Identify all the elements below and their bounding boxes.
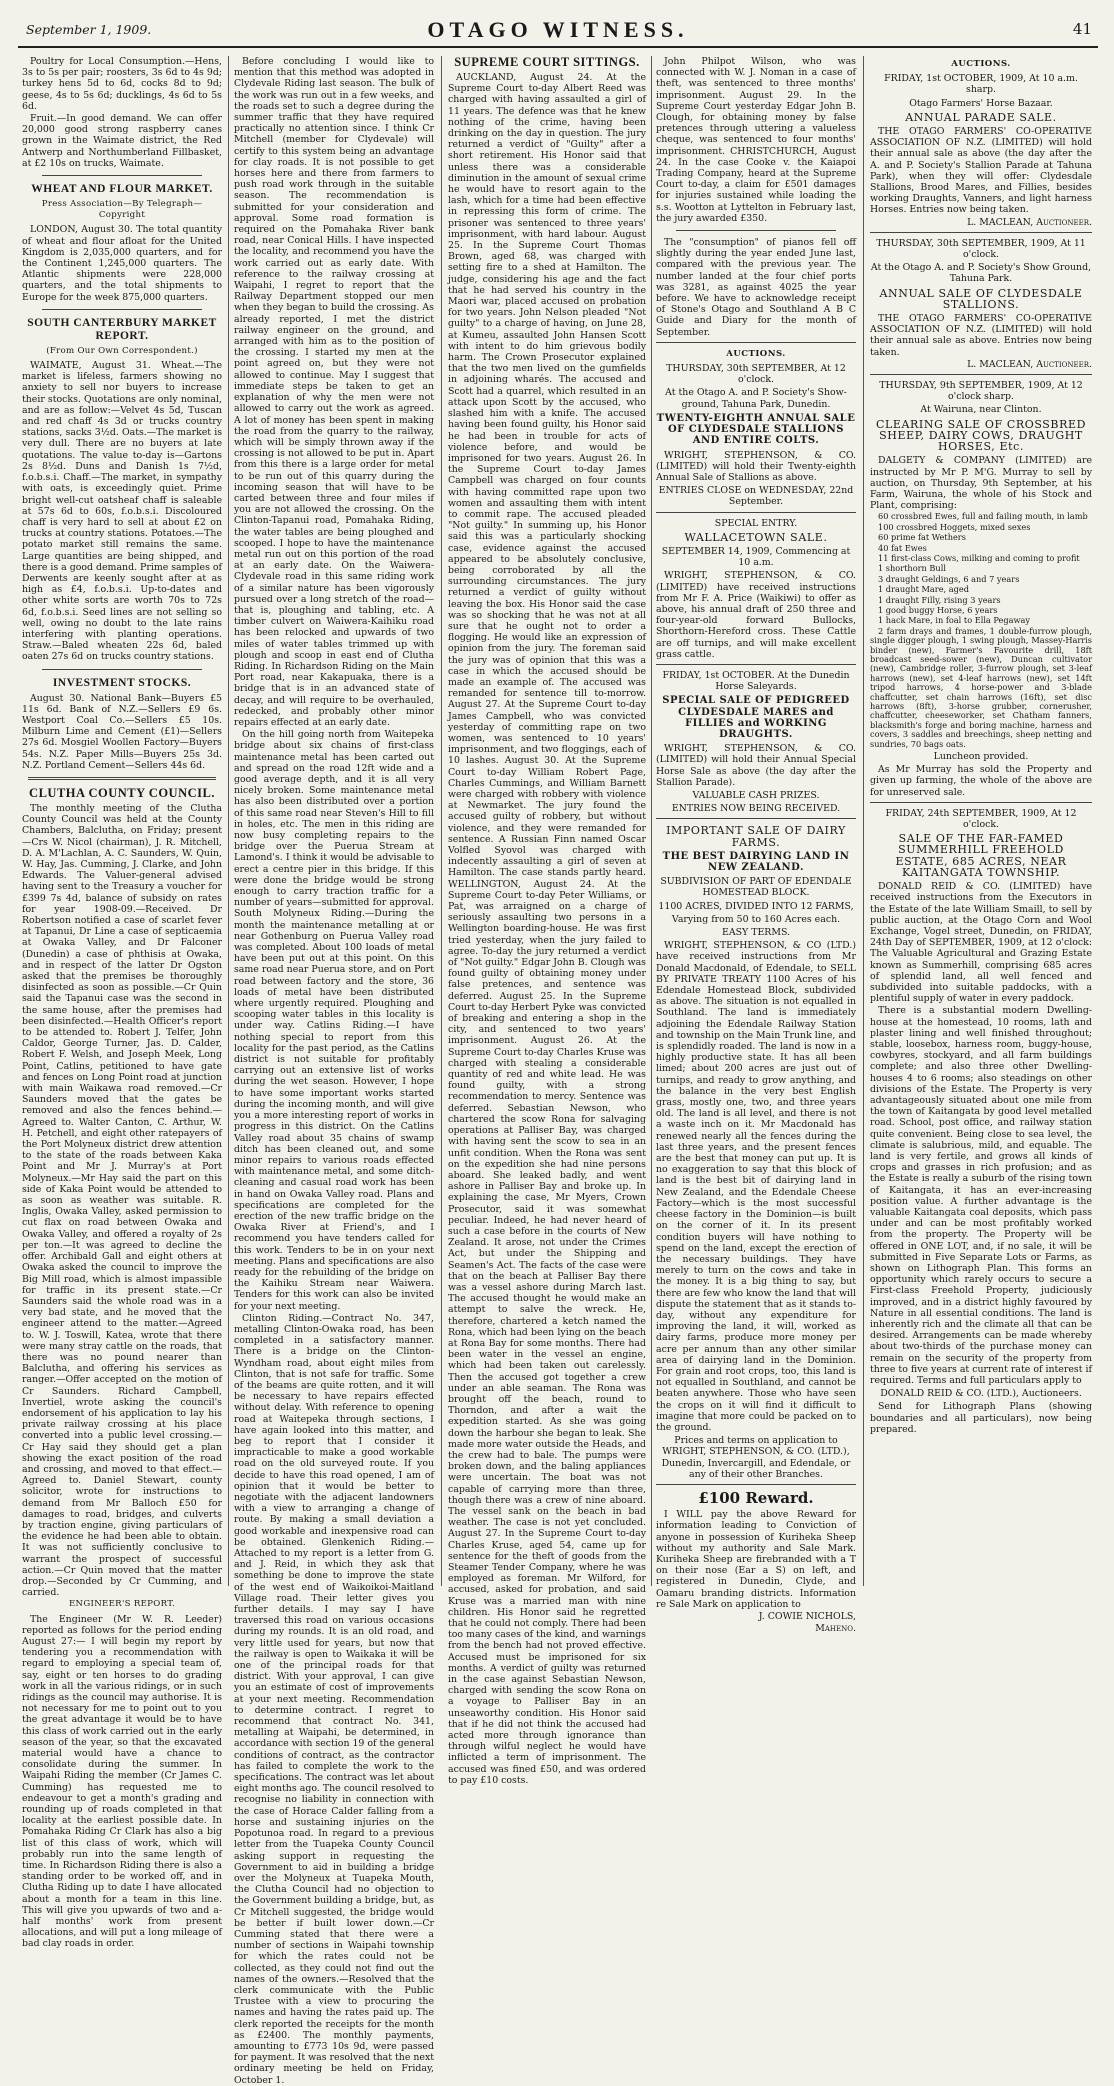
clutha-article: The monthly meeting of the Clutha County Council was held at the County Chambers, Balclutha, on Friday; present—Crs W. Nicol (chairman), J. R. Mitchell, D. A. M'Lachlan, A. C. Saunders, W. Quin, W. Hay, Jas. Cumming, J. Clarke, and John Edwards. The Valuer-general advised having sent to the Treasury a voucher for £399 7s 4d, balance of subsidy on rates for year 1908-09.—Received. Dr Robertson notified a case of scarlet fever at Tapanui, Dr Line a case of septicaemia at Owaka Valley, and Dr Falconer (Dunedin) a case of phthisis at Owaka, and in respect of the latter Dr Ogston asked that the premises be thoroughly disinfected as soon as possible.—Cr Quin said the Tapanui case was the second in the same house, after the premises had been disinfected.—Health Officer's report to be attended to. Robert J. Telfer, John Caldor, George Turner, Jas. D. Calder, Robert F. Welsh, and Joseph Meek, Long Point, Catlins, petitioned to have gate and fences on Long Point road at junction with main Waikawa road removed.—Cr Saunders moved that the gates be removed and also the fences behind.—Agreed to. Walter Canton, C. Arthur, W. H. Petchell, and eight other ratepayers of the Port Molyneux district drew attention to the state of the roads between Kaka Point and Mr J. Murray's at Port Molyneux.—Mr Hay said the part on this side of Kaka Point would be attended to as soon as weather was suitable. R. Inglis, Owaka Valley, asked permission to cut flax on road between Owaka and Owaka Valley, and offered a royalty of 2s per ton.—It was agreed to decline the offer. Archibald Gall and eight others at Owaka asked the council to improve the Big Mill road, which is almost impassible for traffic in its present state.—Cr Saunders said the whole road was in a very bad state, and he moved that the engineer attend to the matter.—Agreed to. W. J. Toswill, Katea, wrote that there were many stray cattle on the roads, that there was no pound nearer than Balclutha, and offering his services as ranger.—Offer accepted on the motion of Cr Saunders. Richard Campbell, Invertiel, wrote asking the council's endorsement of his application to lay his private railway crossing at his place converted into a public level crossing.—Cr Hay said they should get a plan showing the exact position of the road and crossing, and moved to that effect.—Agreed to. Daniel Stewart, county solicitor, wrote for instructions to demand from Mr Balloch £50 for damages to road, bridges, and culverts by traction engine, giving particulars of the evidence he had been able to obtain. It was not sufficiently conclusive to warrant the prospect of successful action.—Cr Quin moved that the matter drop.—Seconded by Cr Cumming, and carried. xyxy=(22,802,222,1599)
list-item: 2 farm drays and frames, 1 double-furrow plough, single digger plough, 1 swing plough, Massey-Harris binder (new), Farmer's Favourite drill, 18ft broadcast seed-sower (new), Duncan cultivator (new), Cambridge roller, 3-furrow plough, set 3-leaf harrows (new), set 4-leaf harrows (new), set 14ft tripod harrows, 4 horse-power and 3-blade chaffcutter, set chain harrows (16ft), set disc harrows (8ft), 3-horse grubber, cornerusher, chaffcutter, cheeseworker, set Chatham fanners, blacksmith's forge and boring machine, harness and covers, 3 saddles and breechings, sheep netting and sundries, 70 bags oats. xyxy=(870,625,1092,749)
list-item: 100 crossbred Hoggets, mixed sexes xyxy=(878,521,1031,532)
ad-signature: DONALD REID & CO. (LTD.), Auctioneers. xyxy=(880,1388,1082,1400)
column-5 xyxy=(870,56,1092,1586)
ad-body: DALGETY & COMPANY (LIMITED) are instructed by Mr P. M'G. Murray to sell by auction, on Thursday, 9th September, at his Farm, Wairuna, the whole of his Stock and Plant, comprising: xyxy=(870,455,1092,512)
auction-ad-clydesdale-stallions xyxy=(870,232,1092,370)
auction-ad-wairuna-clearing-sale xyxy=(870,374,1092,798)
ad-terms: EASY TERMS. xyxy=(721,927,791,939)
reward-signature: J. COWIE NICHOLS, xyxy=(758,1611,856,1622)
ad-body-2: There is a substantial modern Dwelling-house at the homestead, 10 rooms, lath and plaster lining and well finished throughout; stable, loosebox, harness room, buggy-house, cowbyres, stockyard, and all farm buildings complete; and also three other Dwelling-houses 4 to 6 rooms; also steadings on other divisions of the Estate. The Property is very advantageously situated about one mile from the town of Kaitangata by good level metalled road. School, post office, and railway station quite convenient. Being close to sea level, the climate is salubrious, mild, and equable. The land is very fertile, and grows all kinds of crops and grasses in rich profusion; and as the Estate is really a suburb of the rising town of Kaitangata, it has an ever-increasing position value. A further advantage is the valuable Kaitangata coal deposits, which pass under and can be most profitably worked from the property. The Property will be offered in ONE LOT, and, if no sale, it will be submitted in Five Separate Lots or Farms, as shown on Lithograph Plan. This forms an opportunity which rarely occurs to secure a First-class Freehold Property, judiciously improved, and in a district highly favoured by Nature in all essential conditions. The land is inherently rich and the climate all that can be desired. Arrangements can be made whereby about two-thirds of the purchase money can remain on the security of the property from three to five years at current rate of interest if required. Terms and full particulars apply to xyxy=(870,1005,1092,1387)
investment-article: August 30. National Bank—Buyers £5 11s 6d. Bank of N.Z.—Sellers £9 6s. Westport Coal Co.—Sellers £5 10s. Milburn Lime and Cement (£1)—Sellers 27s 6d. Mosgiel Woollen Factory—Buyers 54s. N.Z. Paper Mills—Buyers 25s 3d. N.Z. Portland Cement—Sellers 44s 6d. xyxy=(22,692,222,771)
ad-subtitle: THE BEST DAIRYING LAND IN NEW ZEALAND. xyxy=(662,850,850,873)
ad-date: FRIDAY, 1st OCTOBER, 1909, At 10 a.m. sharp. xyxy=(884,73,1078,96)
wheat-article: LONDON, August 30. The total quantity of wheat and flour afloat for the United Kingdom is 2,035,000 quarters, and for the Continent 1,245,000 quarters. The Atlantic shipments were 228,000 quarters, and the total shipments to Europe for the week 875,000 quarters. xyxy=(22,224,222,303)
double-divider xyxy=(28,777,216,780)
ad-title: ANNUAL PARADE SALE. xyxy=(905,110,1057,124)
ad-date: SEPTEMBER 14, 1909, Commencing at 10 a.m. xyxy=(661,545,851,569)
reward-place: Maheno. xyxy=(815,1623,856,1635)
ad-place: At Wairuna, near Clinton. xyxy=(920,404,1042,416)
ad-title: SPECIAL SALE OF PEDIGREED CLYDESDALE MARES and FILLIES and WORKING DRAUGHTS. xyxy=(662,695,850,740)
column-3 xyxy=(448,55,646,1786)
column-rule xyxy=(863,56,864,1586)
list-item: 1 good buggy Horse, 6 years xyxy=(878,604,998,615)
ad-date: FRIDAY, 24th SEPTEMBER, 1909, At 12 o'clock. xyxy=(885,807,1077,831)
ad-title: ANNUAL SALE OF CLYDESDALE STALLIONS. xyxy=(879,286,1083,311)
south-canterbury-subheading: (From Our Own Correspondent.) xyxy=(46,345,198,356)
divider xyxy=(42,309,202,310)
wheat-heading: WHEAT AND FLOUR MARKET. xyxy=(31,183,213,196)
ad-body: WRIGHT, STEPHENSON, & CO. (LIMITED) have received instructions from Mr F. A. Price (Waikiwi) to offer as above, his annual draft of 250 three and four-year-old forward Bullocks, Shorthorn-Hereford cross. These Cattle are off turnips, and will make excellent grass cattle. xyxy=(656,570,856,660)
ad-body: THE OTAGO FARMERS' CO-OPERATIVE ASSOCIATION OF N.Z. (LIMITED) will hold their annual sale as above (the day after the A. and P. Society's Stallion Parade at Tahuna Park), when they will offer: Clydesdale Stallions, Brood Mares, and Fillies, besides working Draughts, Vanners, and light harness Horses. Entries now being taken. xyxy=(870,126,1092,216)
column-rule xyxy=(441,56,442,1586)
ad-place: At the Otago A. and P. Society's Show-ground, Tahuna Park, Dunedin. xyxy=(665,387,847,410)
ad-note: Send for Lithograph Plans (showing boundaries and all particulars), now being prepared. xyxy=(870,1401,1092,1435)
ad-body: THE OTAGO FARMERS' CO-OPERATIVE ASSOCIATION OF N.Z. (LIMITED) will hold their annual sale as above. Entries now being taken. xyxy=(870,313,1092,358)
ad-luncheon: Luncheon provided. xyxy=(933,751,1029,763)
ad-title: WALLACETOWN SALE. xyxy=(684,530,828,544)
list-item: 60 crossbred Ewes, full and failing mouth, in lamb xyxy=(878,511,1088,522)
list-item: 1 draught Filly, rising 3 years xyxy=(878,594,1001,605)
issue-date: September 1, 1909. xyxy=(26,22,152,37)
pianos-note: The "consumption" of pianos fell off slightly during the year ended June last, compared with the previous year. The number landed at the four chief ports was 3281, as against 4025 the year before. We have to acknowledge receipt of Stone's Otago and Southland A B C Guide and Diary for the month of September. xyxy=(656,237,856,338)
engineer-article-cont-1: Before concluding I would like to mention that this method was adopted in Clydevale Riding last season. The bulk of the work was run out in a few weeks, and the roads set to such a degree during the summer traffic that they have required practically no attention since. I think Cr Mitchell (member for Clydevale) will certify to this system being an advantage for clay roads. It is not possible to get horses here and there from farmers to push road work through in the suitable season. The recommendation is submitted for your consideration and approval. Some road formation is required on the Pomahaka River bank road, near Conical Hills. I have inspected the locality, and recommend you have the work carried out as early date. With reference to the railway crossing at Waipahi, I regret to report that the Railway Department stopped our men when they began to build the crossing. As already reported, I met the district railway engineer on the ground, and arranged with him as to the position of the crossing. I started my men at the point agreed on, but they were not allowed to continue. May I suggest that immediate steps be taken to get an explanation of why the men were not allowed to carry out the work as agreed. A lot of money has been spent in making the road from the quarry to the railway, which will be simply thrown away if the crossing is not allowed to be put in. Apart from this there is a large order for metal to be run out of this quarry during the incoming season that will have to be carted between three and four miles if you are not allowed the crossing. On the Clinton-Tapanui road, Pomahaka Riding, the water tables are being ploughed and scooped. I hope to have the maintenance metal run out on this portion of the road at an early date. On the Waiwera-Clydevale road in this same riding work of a similar nature has been vigorously pursued over a long stretch of the road—that is, ploughing and tabling, etc. A timber culvert on Waiwera-Kaihiku road has been relocked and upwards of two miles of water tables trimmed up with plough and scoop in east end of Clutha Riding. In Richardson Riding on the Main Port road, near Kakapuaka, there is a bridge that is in an advanced state of decay, and will require to be overhauled, redecked, and probably other minor repairs effected at an early date. xyxy=(234,56,434,728)
divider xyxy=(42,175,202,176)
ad-title: IMPORTANT SALE OF DAIRY FARMS. xyxy=(666,824,846,849)
auction-ad-wallacetown xyxy=(656,512,856,660)
column-rule xyxy=(651,56,652,1586)
list-item: 1 draught Mare, aged xyxy=(878,584,969,595)
ad-subtitle-2: SUBDIVISION OF PART OF EDENDALE HOMESTEAD BLOCK. xyxy=(660,876,852,899)
ad-note: As Mr Murray has sold the Property and given up farming, the whole of the above are for unreserved sale. xyxy=(870,764,1092,798)
list-item: 1 hack Mare, in foal to Ella Pegaway xyxy=(878,615,1031,626)
ad-date: THURSDAY, 9th SEPTEMBER, 1909, At 12 o'clock sharp. xyxy=(879,380,1083,403)
poultry-report: Poultry for Local Consumption.—Hens, 3s to 5s per pair; roosters, 3s 6d to 4s 9d; turkey hens 5d to 6d, cocks 8d to 9d; geese, 4s to 5s 6d; ducklings, 4s 6d to 5s 6d. xyxy=(22,56,222,112)
south-canterbury-article: WAIMATE, August 31. Wheat.—The market is lifeless, farmers showing no anxiety to sell nor buyers to increase their stocks. Quotations are only nominal, and are as follow:—Velvet 4s 5d, Tuscan and red chaff 4s 3d or trucks country stations, sacks 3½d. Oats.—The market is very dull. There are no buyers at late quotations. The value to-day is—Gartons 2s 8½d. Duns and Danish 1s 7½d, f.o.b.s.i. Chaff.—The market, in sympathy with oats, is exceedingly quiet. Prime bright well-cut oatsheaf chaff is saleable at 57s 6d to 60s, f.o.b.s.i. Discoloured chaff is very hard to sell at about £2 on trucks at country stations. Potatoes.—The potato market still remains the same. Large quantities are being shipped, and there is a good demand. Prime samples of Derwents are keenly sought after at as high as £4, f.o.b.s.i. Up-to-dates and other white sorts are worth 70s to 72s 6d, f.o.b.s.i. Seed lines are not selling so well, owing no doubt to the late rains interfering with planting operations. Straw.—Baled wheaten 22s 6d, baled oaten 27s 6d on trucks country stations. xyxy=(22,360,222,663)
clutha-heading: CLUTHA COUNTY COUNCIL. xyxy=(29,785,215,800)
ad-signature: L. MACLEAN, Auctioneer. xyxy=(967,216,1092,228)
auction-ad-parade-sale xyxy=(870,59,1092,228)
divider xyxy=(676,230,836,231)
ad-date: FRIDAY, 1st OCTOBER. At the Dunedin Horse Saleyards. xyxy=(662,669,850,693)
list-item: 40 fat Ewes xyxy=(878,542,927,553)
column-4 xyxy=(656,56,856,1635)
south-canterbury-heading: SOUTH CANTERBURY MARKET REPORT. xyxy=(27,316,217,342)
divider xyxy=(42,669,202,670)
auctions-label: AUCTIONS. xyxy=(951,59,1011,69)
engineer-article: The Engineer (Mr W. R. Leeder) reported as follows for the period ending August 27:— I will begin my report by tendering you a recommendation with regard to employing a special team of, say, eight or ten horses to do grading work in all the various ridings, or in such ridings as the council may authorise. It is not necessary for me to point out to you the great advantage it would be to have this class of work carried out in the early season of the year, so that the excavated material would have a chance to consolidate during the summer. In Waipahi Riding the member (Cr James C. Cumming) has requested me to endeavour to get a month's grading and rounding up of roads completed in that locality at the earliest possible date. In Pomahaka Riding Cr Clark has also a big list of this class of work, which will probably run into the same length of time. In Richardson Riding there is also a standing order to be worked off, and in Clutha Riding up to date I have allocated about a month for a team in this line. This will give you upwards of two and a-half months' work from present allocations, and will put a long mileage of bad clay roads in order. xyxy=(22,1613,222,1950)
list-item: 1 shorthorn Bull xyxy=(878,563,946,574)
ad-place: At the Otago A. and P. Society's Show Ground, Tahuna Park. xyxy=(870,262,1092,285)
list-item: 60 prime fat Wethers xyxy=(878,532,966,543)
ad-label: SPECIAL ENTRY. xyxy=(714,517,798,529)
ad-body: DONALD REID & CO. (LIMITED) have received instructions from the Executors in the Estate of the late William Smaill, to sell by public auction, at the Otago Corn and Wool Exchange, Vogel street, Dunedin, on FRIDAY, 24th Day of SEPTEMBER, 1909, at 12 o'clock: The Valuable Agricultural and Grazing Estate known as Summerhill, comprising 685 acres of splendid land, all well fenced and subdivided into suitable paddocks, with a plentiful supply of water in every paddock. xyxy=(870,881,1092,1005)
ad-body: WRIGHT, STEPHENSON, & CO. (LIMITED) will hold their Annual Special Horse Sale as above (the day after the Stallion Parade). xyxy=(656,743,856,788)
supreme-court-article: AUCKLAND, August 24. At the Supreme Court to-day Albert Reed was charged with having assaulted a girl of 11 years. The defence was that he knew nothing of the crime, having been drinking on the day in question. The jury returned a verdict of "Guilty" after a short retirement. His Honor said that unless there was a considerable diminution in the amount of sexual crime he would have to resort again to the lash, which for a time had been effective in repressing this form of crime. The prisoner was sentenced to three years' imprisonment, with hard labour. August 25. In the Supreme Court Thomas Brown, aged 68, was charged with setting fire to a shed at Hamilton. The judge, considering his age and the fact that he had served his country in the Maori war, placed accused on probation for two years. John Nelson pleaded "Not guilty" to a charge of having, on June 28, at Kumeu, assaulted John Hansen Scott with intent to do him grievous bodily harm. The Crown Prosecutor explained that the two men lived on the gumfields in adjoining wharés. The accused and Scott had a quarrel, which resulted in an attack upon Scott by the accused, who slashed him with a knife. The accused having been found guilty, his Honor said he had been in trouble for acts of violence before, and would be imprisoned for two years. August 26. In the Supreme Court to-day James Campbell was charged on four counts with having committed rape upon two women and assaulting them with intent to commit rape. The accused pleaded "Not guilty." In summing up, his Honor said this was a particularly shocking case, evidence against the accused appeared to be absolutely conclusive, being corroborated by all the surrounding circumstances. The jury returned a verdict of guilty without leaving the box. His Honor said the case was so shocking that he was not at all sure that he ought not to order a flogging. He would like an expression of opinion from the jury. The foreman said the jury was of opinion that this was a case in which the accused should be made an example of. The accused was remanded for sentence till to-morrow. August 27. At the Supreme Court to-day James Campbell, who was convicted yesterday of committing rape on two women, was sentenced to 10 years' imprisonment, and two floggings, each of 10 lashes. August 30. At the Supreme Court to-day William Robert Page, Charles Cummings, and William Barnett were charged with robbery with violence at Newmarket. The jury found the accused guilty of robbery, but without violence, and they were remanded for sentence. A Russian Finn named Oscar Volfled Syovol was charged with indecently assaulting a girl of seven at Hamilton. The case stands partly heard. WELLINGTON, August 24. At the Supreme Court to-day Peter Williams, or Pat, was arraigned on a charge of seriously assaulting two persons in a Wellington boarding-house. He was first tried yesterday, when the jury failed to agree. To-day the jury returned a verdict of "Not guilty." Edgar John B. Clough was found guilty of obtaining money under false pretences, and sentence was deferred. August 25. In the Supreme Court to-day Herbert Pyke was convicted of breaking and entering a shop in the city, and sentenced to two years' imprisonment. August 26. At the Supreme Court to-day Charles Kruse was charged with stealing a considerable quantity of red and white lead. He was found guilty, with a strong recommendation to mercy. Sentence was deferred. Sebastian Newson, who chartered the scow Rona for salvaging operations at Palliser Bay, was charged with having sent the scow to sea in an unfit condition. When the Rona was sent on the expedition she had nine persons aboard. She leaked badly, and went ashore in Palliser Bay and broke up. In explaining the case, Mr Myers, Crown Prosecutor, said it was somewhat peculiar. Indeed, he had never heard of such a case before in the courts of New Zealand. It arose, not under the Crimes Act, but under the Shipping and Seamen's Act. The facts of the case were that on the beach at Palliser Bay there was a vessel ashore during March last. The accused thought he would make an attempt to salve the wreck. He, therefore, chartered a ketch named the Rona, which had been lying on the beach at Rona Bay for some months. There had been water in the vessel an engine, which had been taken out carelessly. Then the accused got together a crew under an able seaman. The Rona was brought off the beach, round to Thorndon, and after a wait the expedition started. As she was going down the harbour she began to leak. She made more water outside the Heads, and the crew had to bale. The pumps were broken down, and the baling appliances were uncertain. The boat was not capable of carrying more than three, though there was a crew of nine aboard. The vessel sank on the beach in bad weather. The case is not yet concluded. August 27. In the Supreme Court to-day Charles Kruse, aged 54, came up for sentence for the theft of goods from the Steamer Tender Company, where he was employed as foreman. Mr Wilford, for accused, asked for probation, and said Kruse was a married man with nine children. His Honor said he regretted that he could not comply. There had been too many cases of the kind, and warnings from the bench had not proved effective. Accused must be imprisoned for six months. A verdict of guilty was returned in the case against Sebastian Newson, charged with sending the scow Rona on a voyage to Palliser Bay in an unseaworthy condition. His Honor said that if he did not think the accused had acted more through ignorance than through wilful neglect he would have inflicted a term of imprisonment. The accused was fined £50, and was ordered to pay £10 costs. xyxy=(448,72,646,1786)
investment-heading: INVESTMENT STOCKS. xyxy=(52,676,192,689)
ad-acres: 1100 ACRES, DIVIDED INTO 12 FARMS, xyxy=(658,900,854,912)
ad-contact: Prices and terms on application to WRIGHT, STEPHENSON, & CO. (LTD.), Dunedin, Invercargill, and Edendale, or any of their other Branches. xyxy=(661,1435,851,1480)
ad-entries: ENTRIES NOW BEING RECEIVED. xyxy=(671,803,841,815)
engineer-article-cont-2: On the hill going north from Waitepeka bridge about six chains of first-class maintenance metal has been carted out and spread on the road 12ft wide and a good average depth, and it is all very nicely broken. Some maintenance metal has also been distributed over a portion of this same road near Steven's Hill to fill in holes, etc. The men in this riding are now busy completing repairs to the bridge over the Puerua Stream at Lamond's. I think it would be advisable to erect a centre pier in this bridge. If this were done the bridge would be strong enough to carry traction traffic for a number of years—submitted for approval. South Molyneux Riding.—During the month the maintenance metalling at or near Gothenburg on Puerua Valley road was completed. About 100 loads of metal have been put out at this point. On this same road near Puerua store, and on Port road between factory and the store, 36 loads of metal have been distributed where urgently required. Ploughing and scooping water tables in this locality is under way. Catlins Riding.—I have nothing special to report from this locality for the past period, as the Catlins district is not suitable for profitably carrying out an extensive list of works during the wet season. However, I hope to have some important works started during the incoming month, and will give you a more interesting report of works in progress in this district. On the Catlins Valley road about 35 chains of swamp ditch has been cleaned out, and some minor repairs to various roads effected with maintenance metal, and some ditch-cleaning and casual road work has been in hand on Owaka Valley road. Plans and specifications are completed for the erection of the new traffic bridge on the Owaka River at Friend's, and I recommend you have tenders called for this work. Tenders to be in on your next meeting. Plans and specifications are also ready for the rebuilding of the bridge on the Kaihiku Stream near Waiwera. Tenders for this work can also be invited for your next meeting. xyxy=(234,729,434,1312)
auction-ad-summerhill-estate xyxy=(870,802,1092,1435)
ad-place: Otago Farmers' Horse Bazaar. xyxy=(909,97,1053,109)
column-2 xyxy=(234,56,435,2086)
auction-ad-clydesdale-mares xyxy=(656,664,856,814)
ad-title: CLEARING SALE OF CROSSBRED SHEEP, DAIRY COWS, DRAUGHT HORSES, Etc. xyxy=(875,417,1087,454)
newspaper-title: OTAGO WITNESS. xyxy=(427,17,689,42)
fruit-report: Fruit.—In good demand. We can offer 20,000 good strong raspberry canes grown in the Waimate district, the Red Antwerp and Northumberland Fillbasket, at £2 10s on trucks, Waimate. xyxy=(22,113,222,169)
ad-vary: Varying from 50 to 160 Acres each. xyxy=(671,913,841,925)
ad-title: TWENTY-EIGHTH ANNUAL SALE OF CLYDESDALE STALLIONS AND ENTIRE COLTS. xyxy=(656,412,856,447)
list-item: 11 first-class Cows, milking and coming to profit xyxy=(878,552,1080,563)
wheat-subheading: Press Association—By Telegraph—Copyright xyxy=(41,199,203,221)
ad-signature: L. MACLEAN, Auctioneer. xyxy=(967,358,1092,370)
auction-ad-stallions xyxy=(656,342,856,508)
column-rule xyxy=(228,56,229,1586)
reward-heading: £100 Reward. xyxy=(698,1488,814,1507)
engineer-article-cont-3: Clinton Riding.—Contract No. 347, metalling Clinton-Owaka road, has been completed in a satisfactory manner. There is a bridge on the Clinton-Wyndham road, about eight miles from Clinton, that is not safe for traffic. Some of the beams are quite rotten, and it will be necessary to have repairs effected without delay. With reference to opening road at Waitepeka through sections, I have again looked into this matter, and beg to report that I consider it impracticable to make a good workable road on the old surveyed route. If you decide to have this road opened, I am of opinion that it would be better to negotiate with the adjacent landowners with a view to arranging a change of route. By making a small deviation a good workable and inexpensive road can be obtained. Glenkenich Riding.—Attached to my report is a letter from G. and J. Reid, in which they ask that something be done to improve the state of the west end of Waikoikoi-Maitland Village road. Their letter gives you further details. I may say I have traversed this road on various occasions during my rounds. It is an old road, and very little used for years, but now that the railway is open to Waikaka it will be one of the principal roads for that district. With your approval, I can give you an estimate of cost of improvements at your next meeting. Recommendation to determine contract. I regret to recommend that contract No. 341, metalling at Waipahi, be determined, in accordance with section 19 of the general conditions of contract, as the contractor has failed to complete the work to the specifications. The contract was let about eight months ago. The council resolved to recognise no liability in connection with the case of Horace Calder falling from a horse and sustaining injuries on the Popotunoa road. In regard to a previous letter from the Tuapeka County Council asking support in requesting the Government to aid in building a bridge over the Molyneux at Tuapeka Mouth, the Clutha Council had no objection to the Government building a bridge, but, as Cr Mitchell suggested, the bridge would be better if built lower down.—Cr Cumming stated that there were a number of sections in Waipahi township for which the rates could not be collected, as they could not find out the names of the owners.—Resolved that the clerk communicate with the Public Trustee with a view to procuring the names and having the rates paid up. The clerk reported the receipts for the month as £2400. The monthly payments, amounting to £773 10s 9d, were passed for payment. It was resolved that the next ordinary meeting be held on Friday, October 1. xyxy=(234,1312,435,2086)
ad-entries-close: ENTRIES CLOSE on WEDNESDAY, 22nd September. xyxy=(658,485,854,508)
ad-body: WRIGHT, STEPHENSON, & CO. (LIMITED) will hold their Twenty-eighth Annual Sale of Stallions as above. xyxy=(656,449,856,483)
court-article-cont: John Philpot Wilson, who was connected with W. J. Noman in a case of theft, was sentenced to three months' imprisonment. August 29. In the Supreme Court yesterday Edgar John B. Clough, for obtaining money by false pretences through uttering a valueless cheque, was sentenced to four months' imprisonment. CHRISTCHURCH, August 24. In the case Cooke v. the Kaiapoi Trading Company, heard at the Supreme Court to-day, a claim for £501 damages for injuries sustained while loading the s.s. Wootton at Lyttelton in February last, the jury awarded £350. xyxy=(656,56,856,224)
ad-date: THURSDAY, 30th SEPTEMBER, At 12 o'clock. xyxy=(666,363,846,386)
ad-prizes: VALUABLE CASH PRIZES. xyxy=(692,789,820,801)
reward-ad xyxy=(656,1484,856,1634)
auctions-label: AUCTIONS. xyxy=(726,348,786,359)
masthead xyxy=(18,18,1098,48)
reward-body: I WILL pay the above Reward for information leading to Conviction of anyone in possession of Kuriheka Sheep without my authority and Sale Mark. Kuriheka Sheep are firebranded with a T on their nose (Ear a S) on left, and registered in Dunedin, Clyde, and Oamaru branding districts. Information re Sale Mark on application to xyxy=(656,1509,856,1610)
engineer-heading: ENGINEER'S REPORT. xyxy=(68,1599,176,1610)
page-number: 41 xyxy=(1072,20,1092,38)
list-item: 3 draught Geldings, 6 and 7 years xyxy=(878,573,1020,584)
auction-ad-dairy-farms xyxy=(656,818,856,1480)
ad-body: WRIGHT, STEPHENSON, & CO (LTD.) have received instructions from Mr Donald Macdonald, of Edendale, to SELL BY PRIVATE TREATY 1100 Acres of his Edendale Homestead Block, subdivided as above. The situation is not equalled in Southland. The land is immediately adjoining the Edendale Railway Station and township on the Main Trunk line, and is splendidly roaded. The land is now in a highly productive state. It has all been limed; about 200 acres are just out of turnips, and ready to grow anything, and the balance in the very best English grass, mostly one, two, and three years old. The land is all level, and there is not a waste inch on it. Mr Macdonald has renewed nearly all the fences during the last three years, and the present fences are the best that money can put up. It is no exaggeration to say that this block of land is the best bit of dairying land in New Zealand, and the Edendale Cheese Factory—which is the most successful cheese factory in the Dominion—is built on the corner of it. In its present condition buyers will have nothing to spend on the land, except the erection of the necessary buildings. They have merely to turn on the cows and take in the money. It is a big thing to say, but there are few who know the land that will dispute the statement that as it stands to-day, without any expenditure for improving the land, it will, worked as dairy farms, produce more money per acre per annum than any other similar area of dairying land in the Dominion. For grain and root crops, too, this land is not equalled in Southland, and cannot be beaten anywhere. Those who have seen the crops on it will find it difficult to imagine that more could be packed on to the ground. xyxy=(656,940,856,1433)
column-1 xyxy=(22,56,222,1950)
ad-date: THURSDAY, 30th SEPTEMBER, 1909, At 11 o'clock. xyxy=(876,237,1086,261)
ad-title: SALE OF THE FAR-FAMED SUMMERHILL FREEHOLD ESTATE, 685 ACRES, NEAR KAITANGATA TOWNSHIP. xyxy=(895,832,1067,879)
supreme-court-heading: SUPREME COURT SITTINGS. xyxy=(454,55,640,69)
